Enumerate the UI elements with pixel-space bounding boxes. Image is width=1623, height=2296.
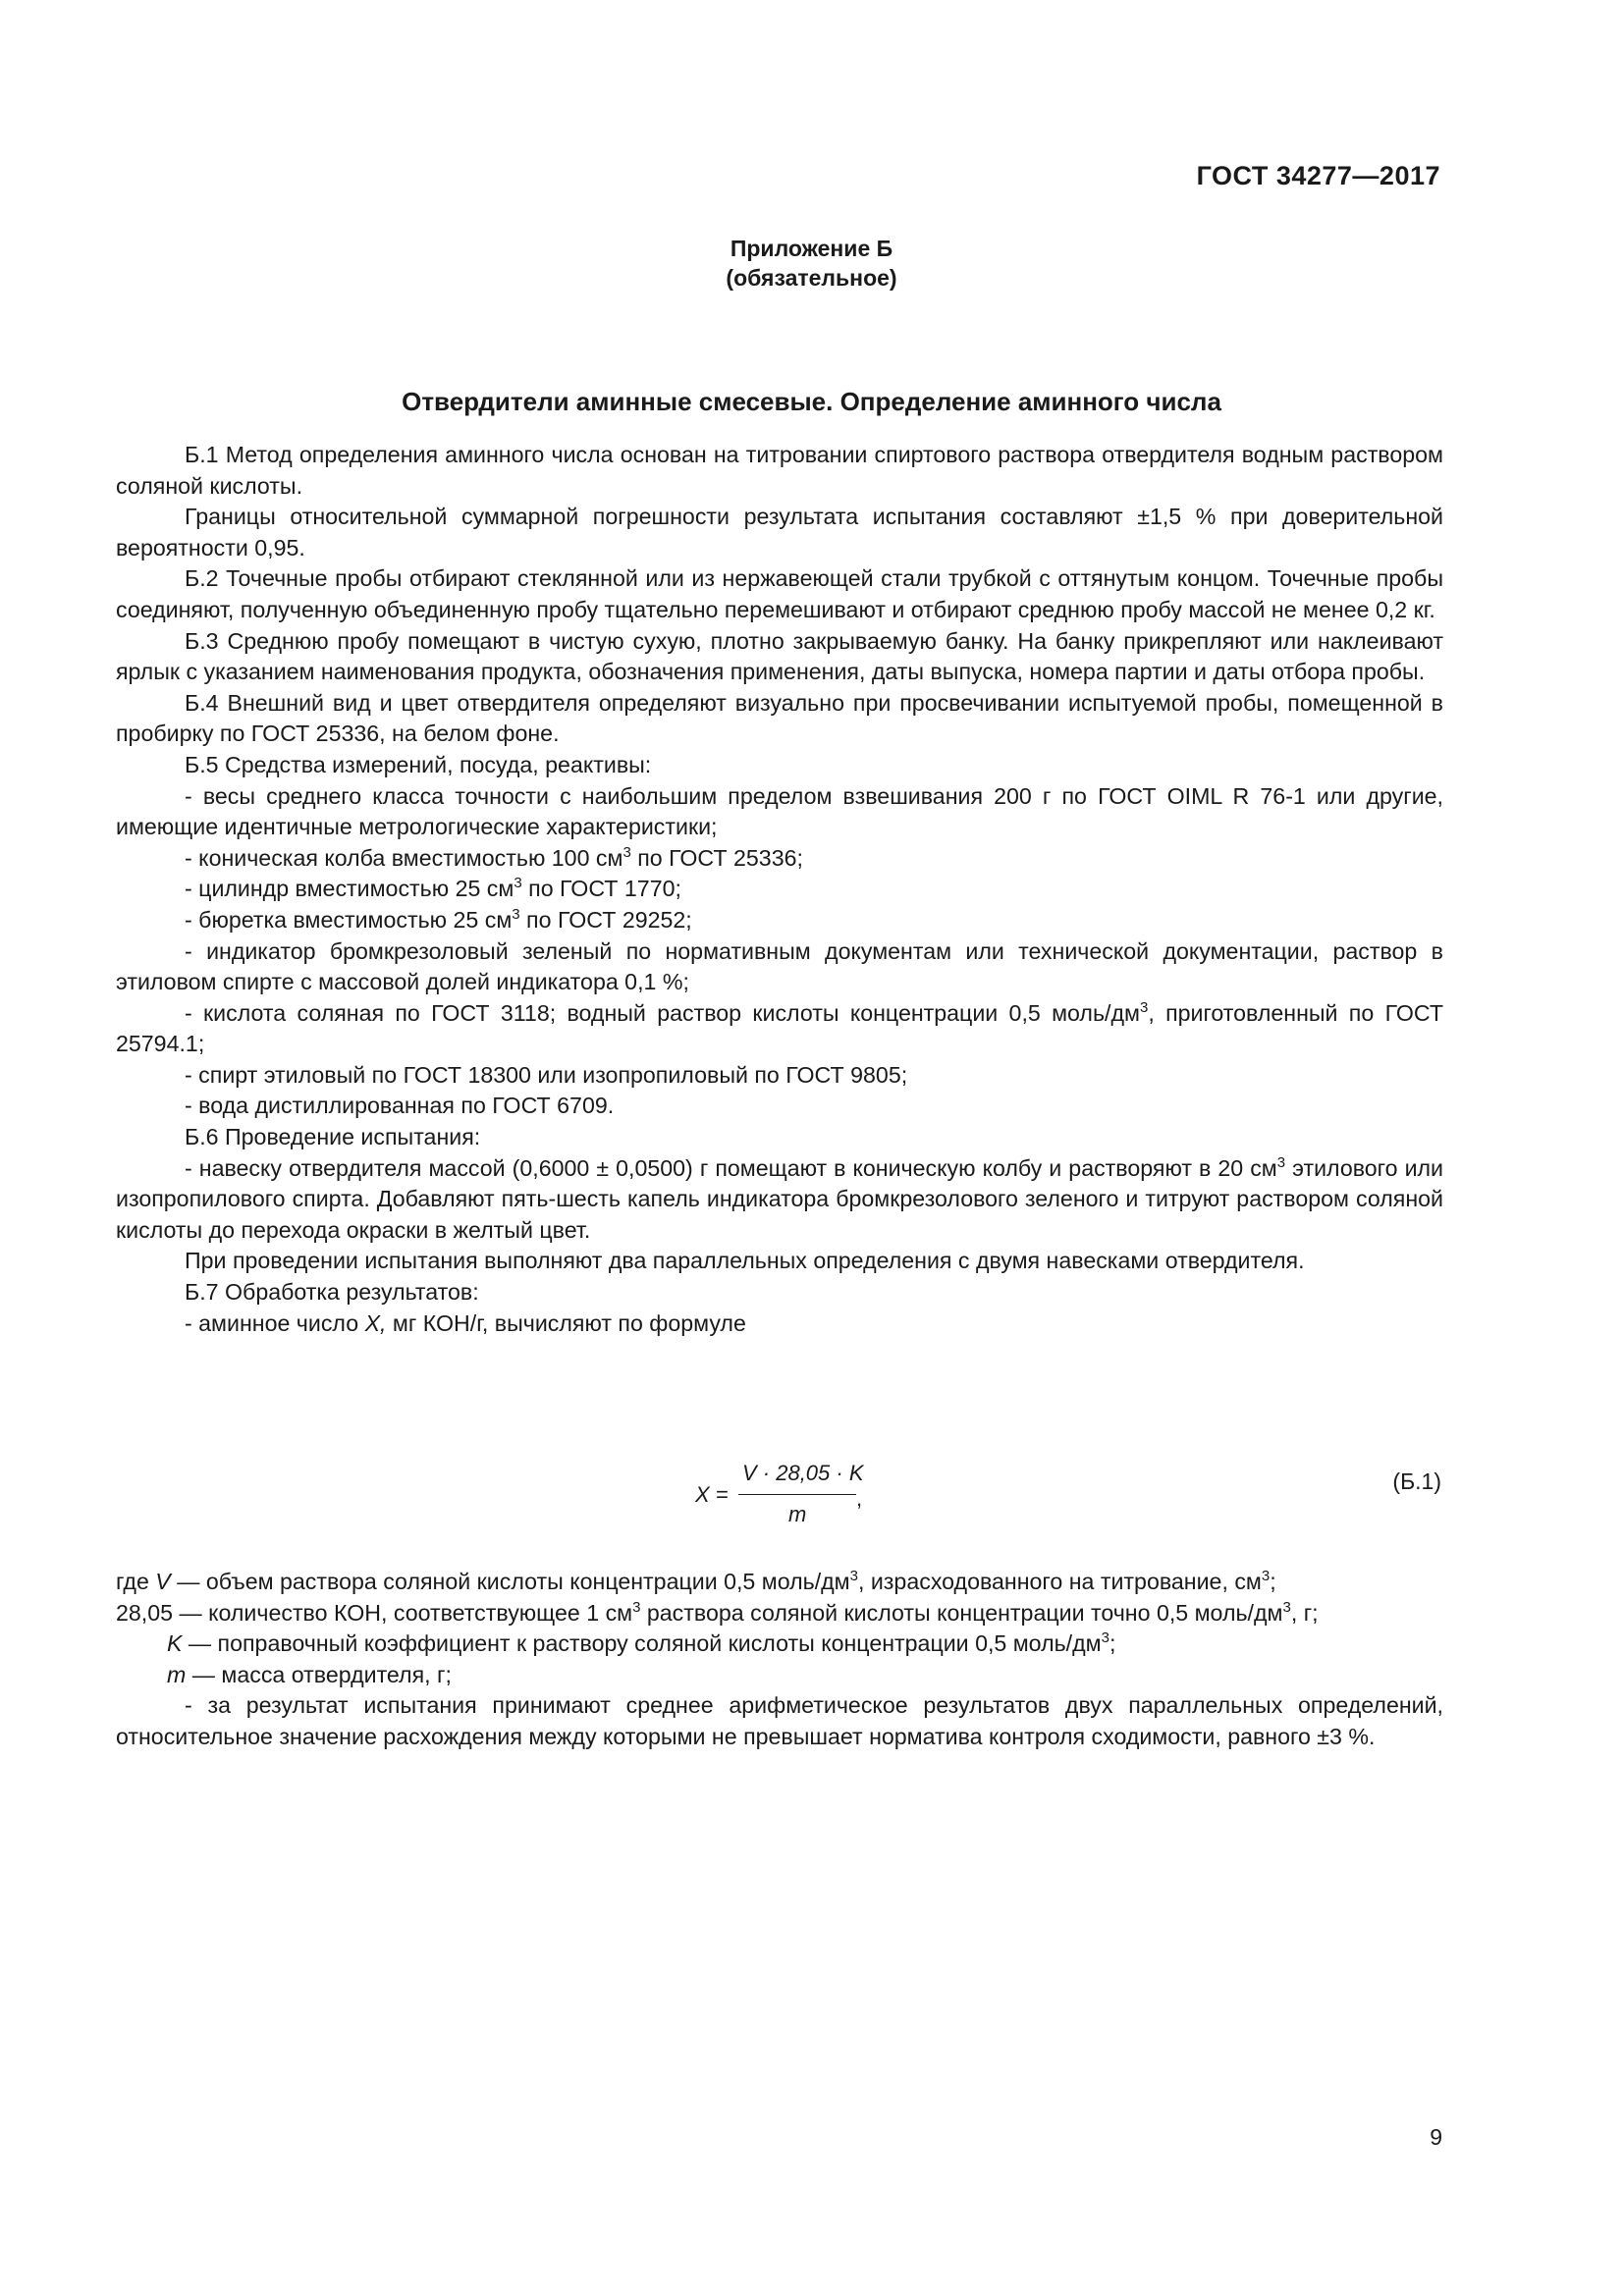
list-item-flask: - коническая колба вместимостью 100 $см^3$ по ГОСТ 25336; <box>185 843 803 871</box>
formula <box>695 1461 892 1549</box>
list-item-scales: - весы среднего класса точности с наибольшим пределом взвешивания 200 г по ГОСТ OIML R 76-1 или другие, имеющие идентичные метрологические характеристики; <box>116 782 1443 840</box>
paragraph-b1: Б.1 Метод определения аминного числа основан на титровании спиртового раствора отвердителя водным раствором соляной кислоты. <box>116 442 1443 499</box>
list-item-acid: - кислота соляная по ГОСТ 3118; водный раствор кислоты концентрации 0,5 моль/$дм^3$, приготовленный по ГОСТ 25794.1; <box>116 998 1444 1057</box>
paragraph-b2: Б.2 Точечные пробы отбирают стеклянной или из нержавеющей стали трубкой с оттянутым концом. Точечные пробы соединяют, полученную объединенную пробу тщательно перемешивают и отбирают среднюю пробу массой не менее 0,2 кг. <box>116 565 1443 622</box>
list-item-indicator: - индикатор бромкрезоловый зеленый по нормативным документам или технической документации, раствор в этиловом спирте с массовой долей индикатора 0,1 %; <box>116 937 1443 995</box>
document-code: ГОСТ 34277—2017 <box>1196 161 1440 190</box>
list-item-sample: - навеску отвердителя массой (0,6000 ± 0,0500) г помещают в коническую колбу и растворяют в 20 $см^3$ этилового или изопропилового спирта. Добавляют пять-шесть капель индикатора бромкрезолового зеленого и титруют раствором соляной кислоты до перехода окраски в желтый цвет. <box>116 1153 1444 1243</box>
paragraph-b7: Б.7 Обработка результатов: <box>185 1279 479 1306</box>
list-item-burette: - бюретка вместимостью 25 $см^3$ по ГОСТ 29252; <box>185 905 692 933</box>
formula-lhs: X = <box>695 1482 729 1507</box>
paragraph-b3: Б.3 Среднюю пробу помещают в чистую сухую, плотно закрываемую банку. На банку прикрепляют или наклеивают ярлык с указанием наименования продукта, обозначения применения, даты выпуска, номера партии и даты отбора пробы. <box>116 627 1443 685</box>
list-item-amine-number: - аминное число X, мг КОН/г, вычисляют по формуле <box>185 1309 746 1336</box>
list-item-alcohol: - спирт этиловый по ГОСТ 18300 или изопропиловый по ГОСТ 9805; <box>185 1061 908 1088</box>
page-number: 9 <box>1430 2124 1442 2150</box>
formula-numerator: V · 28,05 · K <box>742 1461 864 1485</box>
appendix-status: (обязательное) <box>726 265 897 291</box>
paragraph-result: - за результат испытания принимают среднее арифметическое результатов двух параллельных определений, относительное значение расхождения между которыми не превышает норматива контроля сходимости, равного ±3 %. <box>116 1692 1443 1749</box>
appendix-heading <box>0 234 1623 293</box>
definition-28-05: 28,05 — количество КОН, соответствующее 1 $см^3$ раствора соляной кислоты концентрации точно 0,5 моль/$дм^3$, г; <box>116 1598 1319 1626</box>
definition-v: где V — объем раствора соляной кислоты концентрации 0,5 моль/$дм^3$, израсходованного на титрование, $см^3$; <box>116 1568 1276 1594</box>
definition-m: m — масса отвердителя, г; <box>167 1661 452 1687</box>
list-item-cylinder: - цилиндр вместимостью 25 $см^3$ по ГОСТ 1770; <box>185 875 681 902</box>
paragraph-b5: Б.5 Средства измерений, посуда, реактивы: <box>185 751 652 777</box>
body-text-lower <box>116 1567 1443 1753</box>
paragraph-b4: Б.4 Внешний вид и цвет отвердителя определяют визуально при просвечивании испытуемой пробы, помещенной в пробирку по ГОСТ 25336, на белом фоне. <box>116 689 1443 747</box>
definition-k: K — поправочный коэффициент к раствору соляной кислоты концентрации 0,5 моль/$дм^3$; <box>167 1629 1116 1657</box>
section-title: Отвердители аминные смесевые. Определение аминного числа <box>402 387 1221 416</box>
paragraph-parallel: При проведении испытания выполняют два параллельных определения с двумя навесками отвердителя. <box>185 1248 1305 1274</box>
paragraph-error-limits: Границы относительной суммарной погрешности результата испытания составляют ±1,5 % при доверительной вероятности 0,95. <box>116 504 1443 561</box>
list-item-water: - вода дистиллированная по ГОСТ 6709. <box>185 1093 615 1119</box>
formula-number: (Б.1) <box>1392 1468 1441 1494</box>
fraction-bar <box>738 1494 856 1495</box>
formula-denominator: m <box>788 1502 807 1526</box>
paragraph-b6: Б.6 Проведение испытания: <box>185 1124 481 1150</box>
formula-comma: , <box>856 1486 863 1511</box>
body-text-upper <box>116 440 1443 1339</box>
appendix-label: Приложение Б <box>730 236 893 261</box>
